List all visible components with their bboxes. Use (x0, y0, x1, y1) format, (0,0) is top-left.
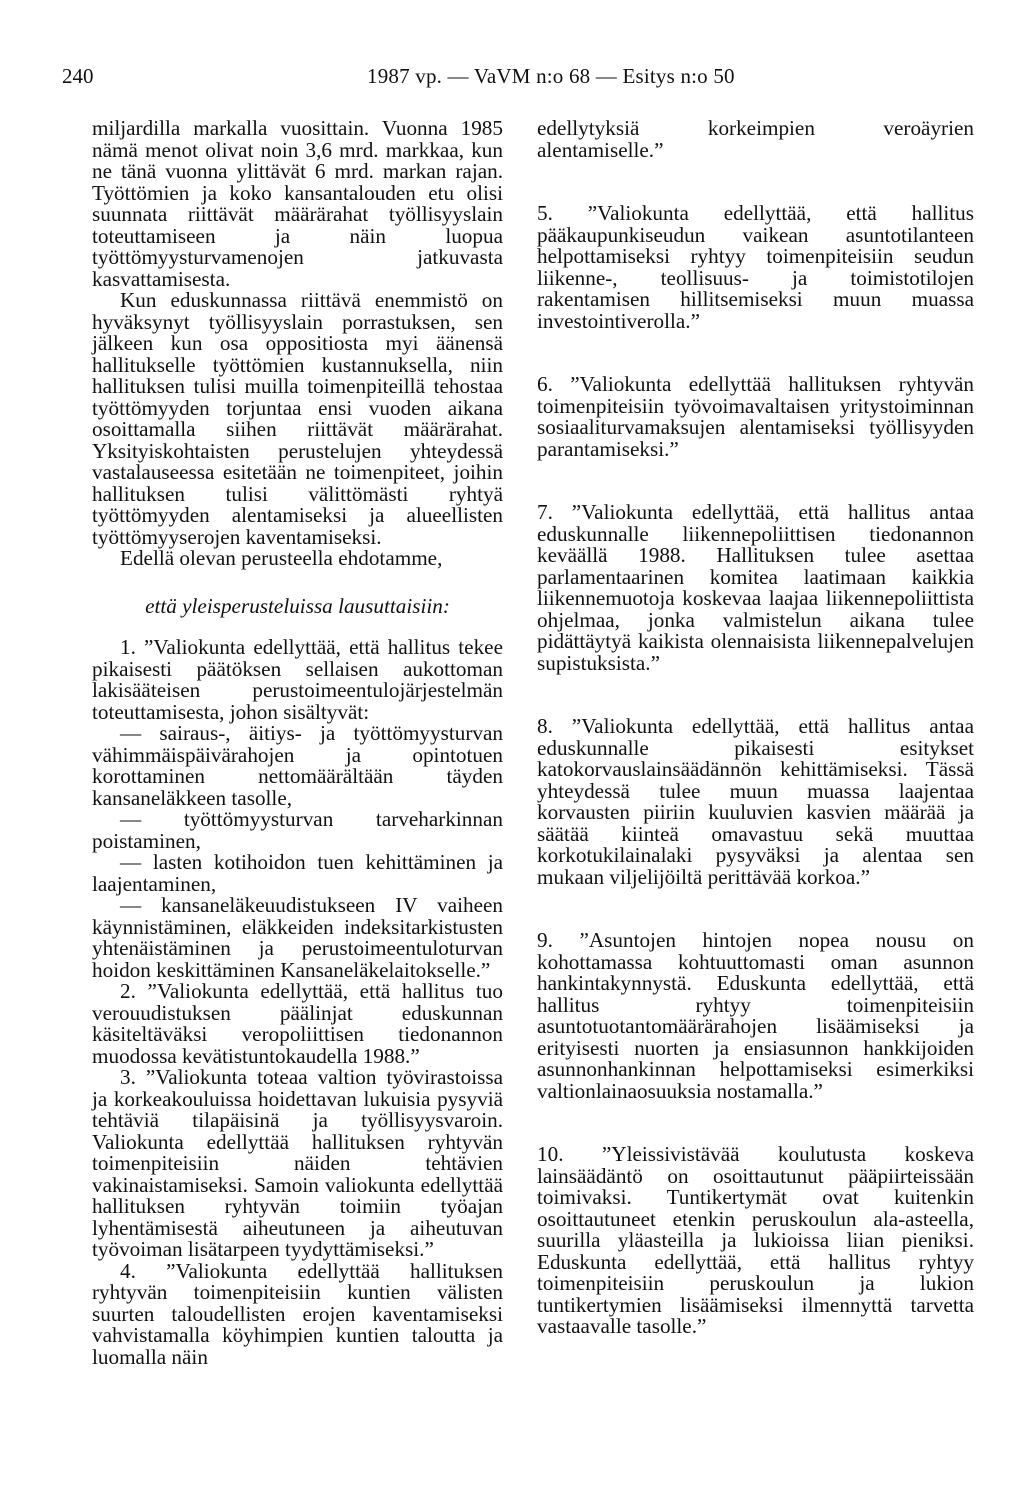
proposal-item-7: 7. ”Valiokunta edellyttää, että hallitus antaa eduskunnalle liikennepoliittisen tiedonannon keväällä 1988. Hallituksen tulee asettaa parlamentaarinen komitea laatimaan kaikkia liikennemuotoja koskevaa laajaa liikennepoliittista ohjelmaa, jonka valmistelun aikana tulee pidättäytyä kaikista olennaisista liikennepalvelujen supistuksista.” (537, 500, 974, 675)
dash-item: — lasten kotihoidon tuen kehittäminen ja laajentaminen, (92, 850, 503, 896)
proposal-item-1: 1. ”Valiokunta edellyttää, että hallitus tekee pikaisesti päätöksen sellaisen aukottoman lakisääteisen perustoimeentulojärjestelmän toteuttamisesta, johon sisältyvät: (92, 635, 503, 724)
proposal-item-4: 4. ”Valiokunta edellyttää hallituksen ryhtyvän toimenpiteisiin kuntien välisten suurten taloudellisten erojen kaventamiseksi vahvistamalla köyhimpien kuntien taloutta ja luomalla näin (92, 1258, 503, 1369)
left-column (92, 118, 503, 1368)
proposal-item-10: 10. ”Yleissivistävää koulutusta koskeva lainsäädäntö on osoittautunut pääpiirteissään toimivaksi. Tuntikertymät ovat kuitenkin osoittautuneet etenkin peruskoulun ala-asteella, suurilla yläasteilla ja lukioissa liian pieniksi. Eduskunta edellyttää, että hallitus ryhtyy toimenpiteisiin peruskoulun ja lukion tuntikertymien lisäämiseksi ilmennyttä tarvetta vastaavalle tasolle.” (537, 1142, 974, 1338)
running-title: 1987 vp. — VaVM n:o 68 — Esitys n:o 50 (367, 64, 735, 88)
dash-item: — työttömyysturvan tarveharkinnan poistaminen, (92, 807, 503, 853)
proposal-item-8: 8. ”Valiokunta edellyttää, että hallitus antaa eduskunnalle pikaisesti esitykset katokorvauslainsäädännön kehittämiseksi. Tässä yhteydessä tulee muun muassa laajentaa korvausten piiriin kuuluvien kasvien määrää ja säätää kiinteä omavastuu sekä muuttaa korkotukilainalaki pysyväksi ja alentaa sen mukaan viljelijöiltä perittävää korkoa.” (537, 714, 974, 889)
dash-item: — kansaneläkeuudistukseen IV vaiheen käynnistäminen, eläkkeiden indeksitarkistusten yhtenäistäminen ja perustoimeentuloturvan hoidon keskittäminen Kansaneläkelaitokselle.” (92, 893, 503, 982)
proposal-item-9: 9. ”Asuntojen hintojen nopea nousu on kohottamassa kohtuuttomasti oman asunnon hankintakynnystä. Eduskunta edellyttää, että hallitus ryhtyy toimenpiteisiin asuntotuotantomäärärahojen lisäämiseksi ja erityisesti nuorten ja ensiasunnon hankkijoiden asunnonhankinnan helpottamiseksi esimerkiksi valtionlainaosuuksia nostamalla.” (537, 928, 974, 1103)
clause-heading: että yleisperusteluissa lausuttaisiin: (145, 593, 450, 618)
page-header (62, 64, 962, 94)
paragraph: miljardilla markalla vuosittain. Vuonna 1985 nämä menot olivat noin 3,6 mrd. markkaa, kun ne tänä vuonna ylittävät 6 mrd. markan rajan. Työttömien ja koko kansantalouden etu olisi suunnata riittävät määrärahat työllisyyslain toteuttamiseen ja näin luopua työttömyysturvamenojen jatkuvasta kasvattamisesta. (92, 116, 503, 291)
proposal-item-5: 5. ”Valiokunta edellyttää, että hallitus pääkaupunkiseudun vaikean asuntotilanteen helpottamiseksi ryhtyy toimenpiteisiin seudun liikenne-, teollisuus- ja toimistotilojen rakentamisen hillitsemiseksi muun muassa investointiverolla.” (537, 201, 974, 333)
paragraph: Kun eduskunnassa riittävä enemmistö on hyväksynyt työllisyyslain porrastuksen, sen jälkeen kun osa oppositiosta myi äänensä hallitukselle työttömien kustannuksella, niin hallituksen tulisi muilla toimenpiteillä tehostaa työttömyyden torjuntaa ensi vuoden aikana osoittamalla siihen riittävät määrärahat. Yksityiskohtaisten perustelujen yhteydessä vastalauseessa esitetään ne toimenpiteet, joihin hallituksen tulisi välittömästi ryhtyä työttömyyden alentamiseksi ja alueellisten työttömyyserojen kaventamiseksi. (92, 288, 503, 549)
dash-item: — sairaus-, äitiys- ja työttömyysturvan vähimmäispäivärahojen ja opintotuen korottaminen nettomäärältään täyden kansaneläkkeen tasolle, (92, 721, 503, 810)
proposal-item-3: 3. ”Valiokunta toteaa valtion työvirastoissa ja korkeakouluissa hoidettavan lukuisia pysyviä tehtäviä tilapäisinä ja työllisyysvaroin. Valiokunta edellyttää hallituksen ryhtyvän toimenpiteisiin näiden tehtävien vakinaistamiseksi. Samoin valiokunta edellyttää hallituksen ryhtyvän toimiin työajan lyhentämisestä aiheutuneen ja aiheutuvan työvoiman lisätarpeen tyydyttämiseksi.” (92, 1065, 503, 1261)
right-column (537, 118, 974, 1338)
continued-paragraph: edellytyksiä korkeimpien veroäyrien alentamiselle.” (537, 116, 974, 162)
proposal-item-6: 6. ”Valiokunta edellyttää hallituksen ryhtyvän toimenpiteisiin työvoimavaltaisen yritystoiminnan sosiaaliturvamaksujen alentamiseksi työllisyyden parantamiseksi.” (537, 372, 974, 461)
paragraph: Edellä olevan perusteella ehdotamme, (120, 546, 443, 570)
proposal-item-2: 2. ”Valiokunta edellyttää, että hallitus tuo verouudistuksen päälinjat eduskunnan käsiteltäväksi veropoliittisen tiedonannon muodossa kevätistuntokaudella 1988.” (92, 979, 503, 1068)
page-number: 240 (62, 64, 94, 88)
